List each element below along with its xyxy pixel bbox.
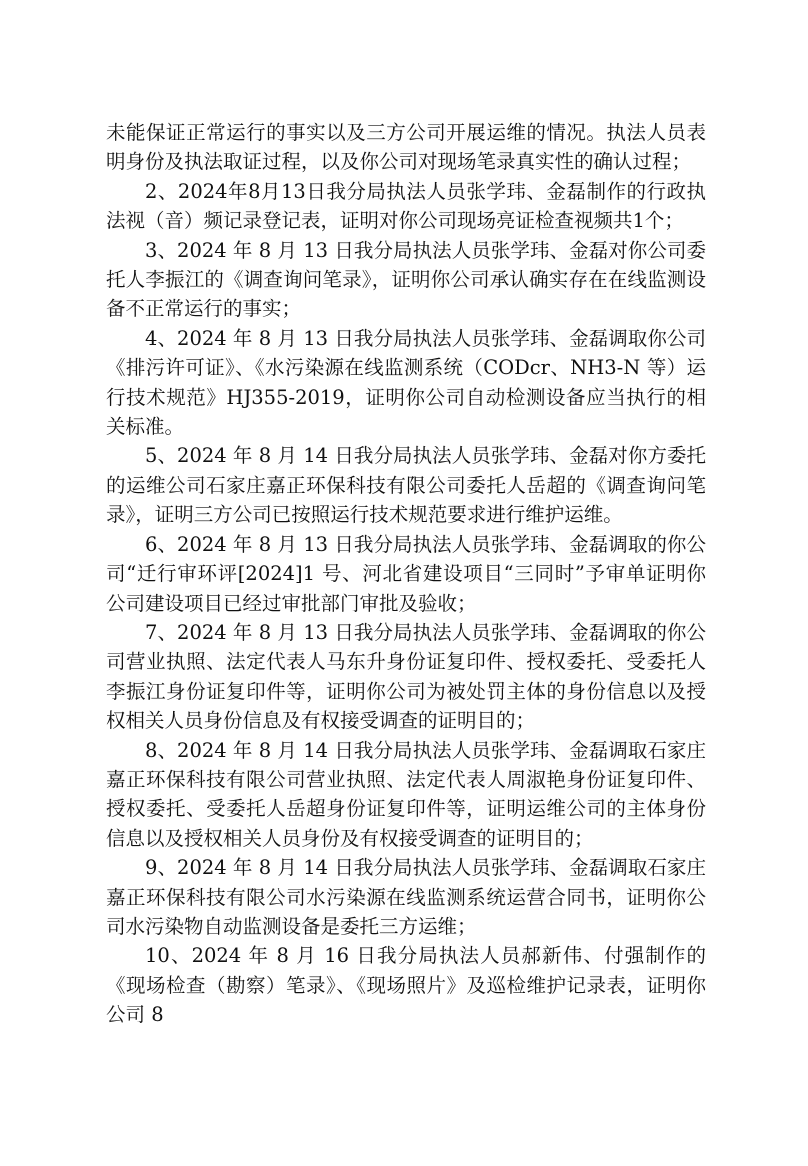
evidence-item-3: 3、2024 年 8 月 13 日我分局执法人员张学玮、金磊对你公司委托人李振江的《调查询问笔录》，证明你公司承认确实存在在线监测设备不正常运行的事实； [106, 238, 706, 321]
evidence-item-5: 5、2024 年 8 月 14 日我分局执法人员张学玮、金磊对你方委托的运维公司石家庄嘉正环保科技有限公司委托人岳超的《调查询问笔录》，证明三方公司已按照运行技术规范要求进行维护运维。 [106, 444, 706, 527]
evidence-item-10: 10、2024 年 8 月 16 日我分局执法人员郝新伟、付强制作的《现场检查（勘察）笔录》、《现场照片》及巡检维护记录表，证明你公司 8 [106, 944, 706, 1027]
evidence-item-6: 6、2024 年 8 月 13 日我分局执法人员张学玮、金磊调取的你公司“迁行审环评[2024]1 号、河北省建设项目“三同时”予审单证明你公司建设项目已经过审批部门审批及验收； [106, 532, 706, 615]
evidence-item-9: 9、2024 年 8 月 14 日我分局执法人员张学玮、金磊调取石家庄嘉正环保科技有限公司水污染源在线监测系统运营合同书，证明你公司水污染物自动监测设备是委托三方运维； [106, 856, 706, 938]
evidence-item-4: 4、2024 年 8 月 13 日我分局执法人员张学玮、金磊调取你公司《排污许可证》、《水污染源在线监测系统（CODcr、NH3-N 等）运行技术规范》HJ355-2019，证明你公司自动检测设备应当执行的相关标准。 [106, 326, 706, 439]
evidence-item-8: 8、2024 年 8 月 14 日我分局执法人员张学玮、金磊调取石家庄嘉正环保科技有限公司营业执照、法定代表人周淑艳身份证复印件、授权委托、受委托人岳超身份证复印件等，证明运维公司的主体身份信息以及授权相关人员身份及有权接受调查的证明目的； [106, 738, 706, 850]
evidence-item-2: 2、2024年8月13日我分局执法人员张学玮、金磊制作的行政执法视（音）频记录登记表，证明对你公司现场亮证检查视频共1个； [106, 179, 706, 233]
paragraph-continuation: 未能保证正常运行的事实以及三方公司开展运维的情况。执法人员表明身份及执法取证过程，以及你公司对现场笔录真实性的确认过程； [106, 121, 706, 174]
document-body [106, 118, 706, 1030]
evidence-item-7: 7、2024 年 8 月 13 日我分局执法人员张学玮、金磊调取的你公司营业执照、法定代表人马东升身份证复印件、授权委托、受委托人李振江身份证复印件等，证明你公司为被处罚主体的身份信息以及授权相关人员身份信息及有权接受调查的证明目的； [106, 620, 706, 733]
